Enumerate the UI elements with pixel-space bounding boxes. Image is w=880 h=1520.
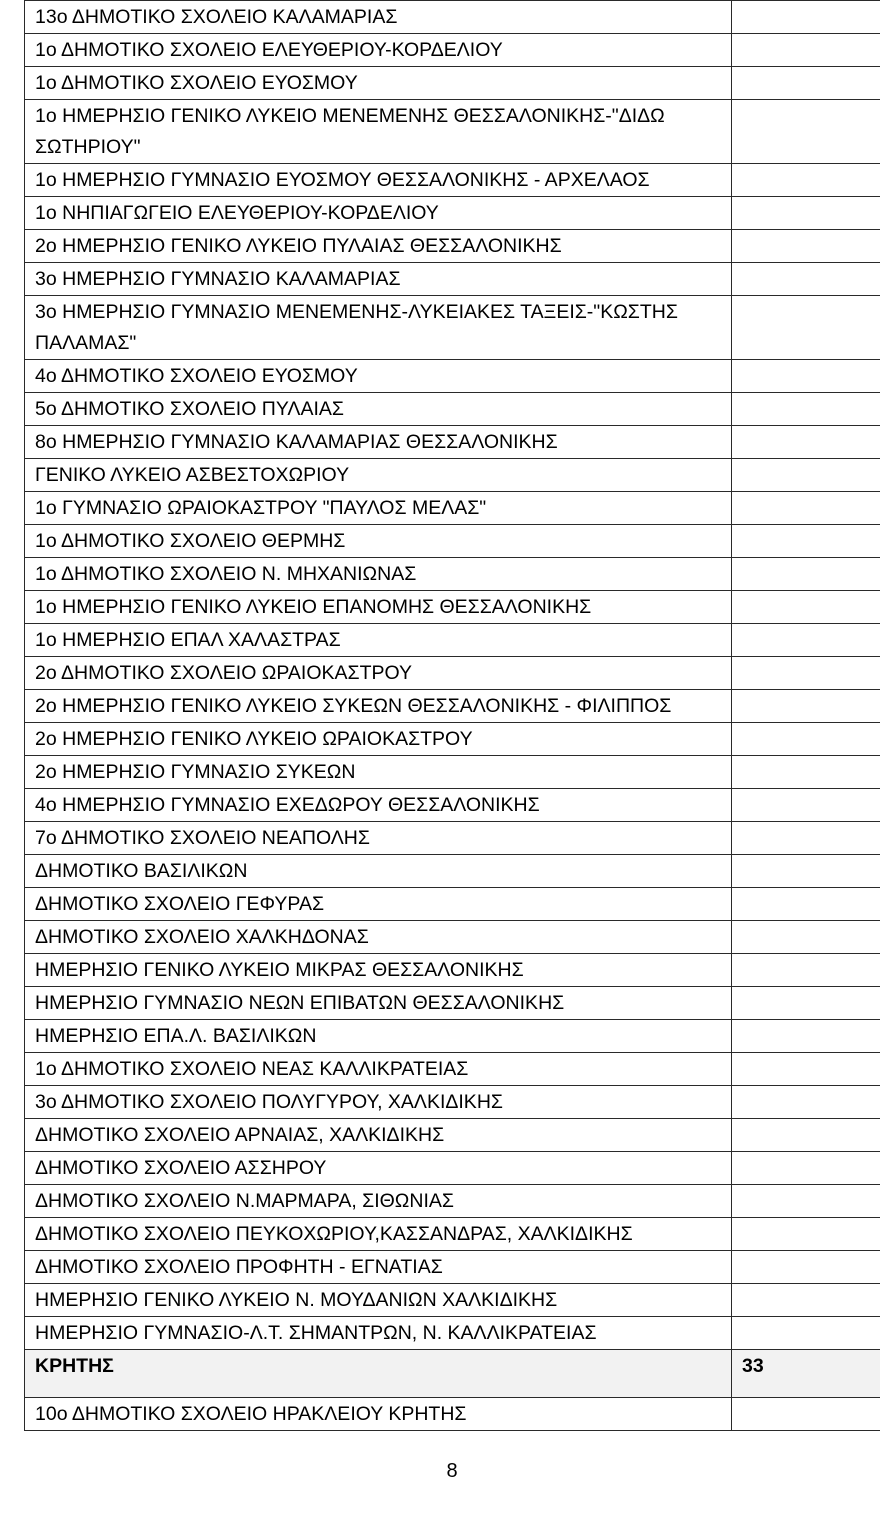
table-row: [25, 624, 880, 657]
school-name: 2ο ΗΜΕΡΗΣΙΟ ΓΥΜΝΑΣΙΟ ΣΥΚΕΩΝ: [25, 756, 732, 789]
school-count-cell: [732, 1218, 880, 1251]
table-row: [25, 426, 880, 459]
school-name: 1ο ΗΜΕΡΗΣΙΟ ΕΠΑΛ ΧΑΛΑΣΤΡΑΣ: [25, 624, 732, 657]
school-count-cell: [732, 789, 880, 822]
school-name: 1ο ΗΜΕΡΗΣΙΟ ΓΥΜΝΑΣΙΟ ΕΥΟΣΜΟΥ ΘΕΣΣΑΛΟΝΙΚΗΣ - ΑΡΧΕΛΑΟΣ: [25, 164, 732, 197]
school-name: 2ο ΗΜΕΡΗΣΙΟ ΓΕΝΙΚΟ ΛΥΚΕΙΟ ΠΥΛΑΙΑΣ ΘΕΣΣΑΛΟΝΙΚΗΣ: [25, 230, 732, 263]
school-name: ΔΗΜΟΤΙΚΟ ΣΧΟΛΕΙΟ ΧΑΛΚΗΔΟΝΑΣ: [25, 921, 732, 954]
table-row: [25, 987, 880, 1020]
school-count-cell: [732, 459, 880, 492]
school-count-cell: [732, 164, 880, 197]
school-name: 1ο ΔΗΜΟΤΙΚΟ ΣΧΟΛΕΙΟ ΝΕΑΣ ΚΑΛΛΙΚΡΑΤΕΙΑΣ: [25, 1053, 732, 1086]
table-row: [25, 100, 880, 164]
school-count-cell: [732, 558, 880, 591]
table-row: [25, 197, 880, 230]
table-row: [25, 921, 880, 954]
school-count-cell: [732, 1317, 880, 1350]
table-row: [25, 822, 880, 855]
school-count-cell: [732, 888, 880, 921]
table-row: [25, 459, 880, 492]
school-name: 2ο ΔΗΜΟΤΙΚΟ ΣΧΟΛΕΙΟ ΩΡΑΙΟΚΑΣΤΡΟΥ: [25, 657, 732, 690]
school-name: 2ο ΗΜΕΡΗΣΙΟ ΓΕΝΙΚΟ ΛΥΚΕΙΟ ΣΥΚΕΩΝ ΘΕΣΣΑΛΟΝΙΚΗΣ - ΦΙΛΙΠΠΟΣ: [25, 690, 732, 723]
table-row: [25, 558, 880, 591]
table-row: [25, 690, 880, 723]
region-header-row: [25, 1350, 880, 1398]
table-row: [25, 296, 880, 360]
table-row: [25, 164, 880, 197]
table-row: [25, 1152, 880, 1185]
schools-table: [24, 0, 880, 1431]
table-row: [25, 756, 880, 789]
school-count-cell: [732, 100, 880, 164]
table-row: [25, 393, 880, 426]
school-count-cell: [732, 263, 880, 296]
school-name: 8ο ΗΜΕΡΗΣΙΟ ΓΥΜΝΑΣΙΟ ΚΑΛΑΜΑΡΙΑΣ ΘΕΣΣΑΛΟΝΙΚΗΣ: [25, 426, 732, 459]
table-row: [25, 492, 880, 525]
school-count-cell: [732, 987, 880, 1020]
table-row: [25, 591, 880, 624]
school-name: ΓΕΝΙΚΟ ΛΥΚΕΙΟ ΑΣΒΕΣΤΟΧΩΡΙΟΥ: [25, 459, 732, 492]
school-count-cell: [732, 723, 880, 756]
school-count-cell: [732, 1, 880, 34]
school-count-cell: [732, 855, 880, 888]
table-row: [25, 855, 880, 888]
school-count-cell: [732, 230, 880, 263]
table-row: [25, 1218, 880, 1251]
table-row: [25, 954, 880, 987]
school-count-cell: [732, 1185, 880, 1218]
school-name: ΔΗΜΟΤΙΚΟ ΣΧΟΛΕΙΟ ΠΡΟΦΗΤΗ - ΕΓΝΑΤΙΑΣ: [25, 1251, 732, 1284]
school-name: ΗΜΕΡΗΣΙΟ ΓΥΜΝΑΣΙΟ-Λ.Τ. ΣΗΜΑΝΤΡΩΝ, Ν. ΚΑΛΛΙΚΡΑΤΕΙΑΣ: [25, 1317, 732, 1350]
school-name: ΔΗΜΟΤΙΚΟ ΣΧΟΛΕΙΟ ΠΕΥΚΟΧΩΡΙΟΥ,ΚΑΣΣΑΝΔΡΑΣ, ΧΑΛΚΙΔΙΚΗΣ: [25, 1218, 732, 1251]
school-name: 1ο ΔΗΜΟΤΙΚΟ ΣΧΟΛΕΙΟ ΕΥΟΣΜΟΥ: [25, 67, 732, 100]
table-row: [25, 1086, 880, 1119]
school-count-cell: [732, 756, 880, 789]
school-count-cell: [732, 822, 880, 855]
school-name: 13ο ΔΗΜΟΤΙΚΟ ΣΧΟΛΕΙΟ ΚΑΛΑΜΑΡΙΑΣ: [25, 1, 732, 34]
school-count-cell: [732, 591, 880, 624]
table-row: [25, 1398, 880, 1431]
table-row: [25, 34, 880, 67]
region-name: ΚΡΗΤΗΣ: [25, 1350, 732, 1398]
school-count-cell: [732, 1119, 880, 1152]
school-name: ΔΗΜΟΤΙΚΟ ΣΧΟΛΕΙΟ ΑΣΣΗΡΟΥ: [25, 1152, 732, 1185]
school-count-cell: [732, 197, 880, 230]
school-name: ΗΜΕΡΗΣΙΟ ΓΥΜΝΑΣΙΟ ΝΕΩΝ ΕΠΙΒΑΤΩΝ ΘΕΣΣΑΛΟΝΙΚΗΣ: [25, 987, 732, 1020]
table-row: [25, 789, 880, 822]
school-count-cell: [732, 1053, 880, 1086]
school-name: 5ο ΔΗΜΟΤΙΚΟ ΣΧΟΛΕΙΟ ΠΥΛΑΙΑΣ: [25, 393, 732, 426]
school-name: ΔΗΜΟΤΙΚΟ ΣΧΟΛΕΙΟ ΑΡΝΑΙΑΣ, ΧΑΛΚΙΔΙΚΗΣ: [25, 1119, 732, 1152]
school-count-cell: [732, 1251, 880, 1284]
school-count-cell: [732, 1284, 880, 1317]
school-name: ΗΜΕΡΗΣΙΟ ΓΕΝΙΚΟ ΛΥΚΕΙΟ Ν. ΜΟΥΔΑΝΙΩΝ ΧΑΛΚΙΔΙΚΗΣ: [25, 1284, 732, 1317]
school-name: 1ο ΗΜΕΡΗΣΙΟ ΓΕΝΙΚΟ ΛΥΚΕΙΟ ΜΕΝΕΜΕΝΗΣ ΘΕΣΣΑΛΟΝΙΚΗΣ-"ΔΙΔΩ ΣΩΤΗΡΙΟΥ": [25, 100, 732, 164]
table-row: [25, 360, 880, 393]
school-count-cell: [732, 954, 880, 987]
school-name: 1ο ΔΗΜΟΤΙΚΟ ΣΧΟΛΕΙΟ Ν. ΜΗΧΑΝΙΩΝΑΣ: [25, 558, 732, 591]
region-count: 33: [732, 1350, 880, 1398]
table-row: [25, 1251, 880, 1284]
school-name: ΔΗΜΟΤΙΚΟ ΣΧΟΛΕΙΟ Ν.ΜΑΡΜΑΡΑ, ΣΙΘΩΝΙΑΣ: [25, 1185, 732, 1218]
school-count-cell: [732, 1020, 880, 1053]
school-name: 3ο ΔΗΜΟΤΙΚΟ ΣΧΟΛΕΙΟ ΠΟΛΥΓΥΡΟΥ, ΧΑΛΚΙΔΙΚΗΣ: [25, 1086, 732, 1119]
school-name: 4ο ΔΗΜΟΤΙΚΟ ΣΧΟΛΕΙΟ ΕΥΟΣΜΟΥ: [25, 360, 732, 393]
school-name: ΔΗΜΟΤΙΚΟ ΣΧΟΛΕΙΟ ΓΕΦΥΡΑΣ: [25, 888, 732, 921]
school-name: 4ο ΗΜΕΡΗΣΙΟ ΓΥΜΝΑΣΙΟ ΕΧΕΔΩΡΟΥ ΘΕΣΣΑΛΟΝΙΚΗΣ: [25, 789, 732, 822]
school-count-cell: [732, 34, 880, 67]
table-row: [25, 888, 880, 921]
table-row: [25, 263, 880, 296]
school-count-cell: [732, 525, 880, 558]
school-count-cell: [732, 426, 880, 459]
school-name: 1ο ΔΗΜΟΤΙΚΟ ΣΧΟΛΕΙΟ ΕΛΕΥΘΕΡΙΟΥ-ΚΟΡΔΕΛΙΟΥ: [25, 34, 732, 67]
school-name: ΗΜΕΡΗΣΙΟ ΓΕΝΙΚΟ ΛΥΚΕΙΟ ΜΙΚΡΑΣ ΘΕΣΣΑΛΟΝΙΚΗΣ: [25, 954, 732, 987]
school-name: 3ο ΗΜΕΡΗΣΙΟ ΓΥΜΝΑΣΙΟ ΜΕΝΕΜΕΝΗΣ-ΛΥΚΕΙΑΚΕΣ ΤΑΞΕΙΣ-"ΚΩΣΤΗΣ ΠΑΛΑΜΑΣ": [25, 296, 732, 360]
table-row: [25, 1185, 880, 1218]
table-row: [25, 1317, 880, 1350]
school-count-cell: [732, 296, 880, 360]
table-row: [25, 67, 880, 100]
school-name: 7ο ΔΗΜΟΤΙΚΟ ΣΧΟΛΕΙΟ ΝΕΑΠΟΛΗΣ: [25, 822, 732, 855]
table-row: [25, 723, 880, 756]
school-count-cell: [732, 67, 880, 100]
school-name: 1ο ΗΜΕΡΗΣΙΟ ΓΕΝΙΚΟ ΛΥΚΕΙΟ ΕΠΑΝΟΜΗΣ ΘΕΣΣΑΛΟΝΙΚΗΣ: [25, 591, 732, 624]
table-row: [25, 1119, 880, 1152]
school-name: 10ο ΔΗΜΟΤΙΚΟ ΣΧΟΛΕΙΟ ΗΡΑΚΛΕΙΟΥ ΚΡΗΤΗΣ: [25, 1398, 732, 1431]
school-count-cell: [732, 690, 880, 723]
table-row: [25, 525, 880, 558]
table-row: [25, 1053, 880, 1086]
school-name: 1ο ΓΥΜΝΑΣΙΟ ΩΡΑΙΟΚΑΣΤΡΟΥ "ΠΑΥΛΟΣ ΜΕΛΑΣ": [25, 492, 732, 525]
school-name: 2ο ΗΜΕΡΗΣΙΟ ΓΕΝΙΚΟ ΛΥΚΕΙΟ ΩΡΑΙΟΚΑΣΤΡΟΥ: [25, 723, 732, 756]
school-count-cell: [732, 624, 880, 657]
table-row: [25, 1, 880, 34]
school-name: ΗΜΕΡΗΣΙΟ ΕΠΑ.Λ. ΒΑΣΙΛΙΚΩΝ: [25, 1020, 732, 1053]
school-count-cell: [732, 657, 880, 690]
table-row: [25, 1284, 880, 1317]
school-count-cell: [732, 393, 880, 426]
table-row: [25, 1020, 880, 1053]
school-name: ΔΗΜΟΤΙΚΟ ΒΑΣΙΛΙΚΩΝ: [25, 855, 732, 888]
table-row: [25, 657, 880, 690]
school-count-cell: [732, 921, 880, 954]
school-count-cell: [732, 492, 880, 525]
school-count-cell: [732, 1398, 880, 1431]
school-count-cell: [732, 1152, 880, 1185]
table-row: [25, 230, 880, 263]
school-name: 1ο ΝΗΠΙΑΓΩΓΕΙΟ ΕΛΕΥΘΕΡΙΟΥ-ΚΟΡΔΕΛΙΟΥ: [25, 197, 732, 230]
school-count-cell: [732, 1086, 880, 1119]
school-name: 3ο ΗΜΕΡΗΣΙΟ ΓΥΜΝΑΣΙΟ ΚΑΛΑΜΑΡΙΑΣ: [25, 263, 732, 296]
school-name: 1ο ΔΗΜΟΤΙΚΟ ΣΧΟΛΕΙΟ ΘΕΡΜΗΣ: [25, 525, 732, 558]
page-number: 8: [446, 1460, 458, 1482]
school-count-cell: [732, 360, 880, 393]
